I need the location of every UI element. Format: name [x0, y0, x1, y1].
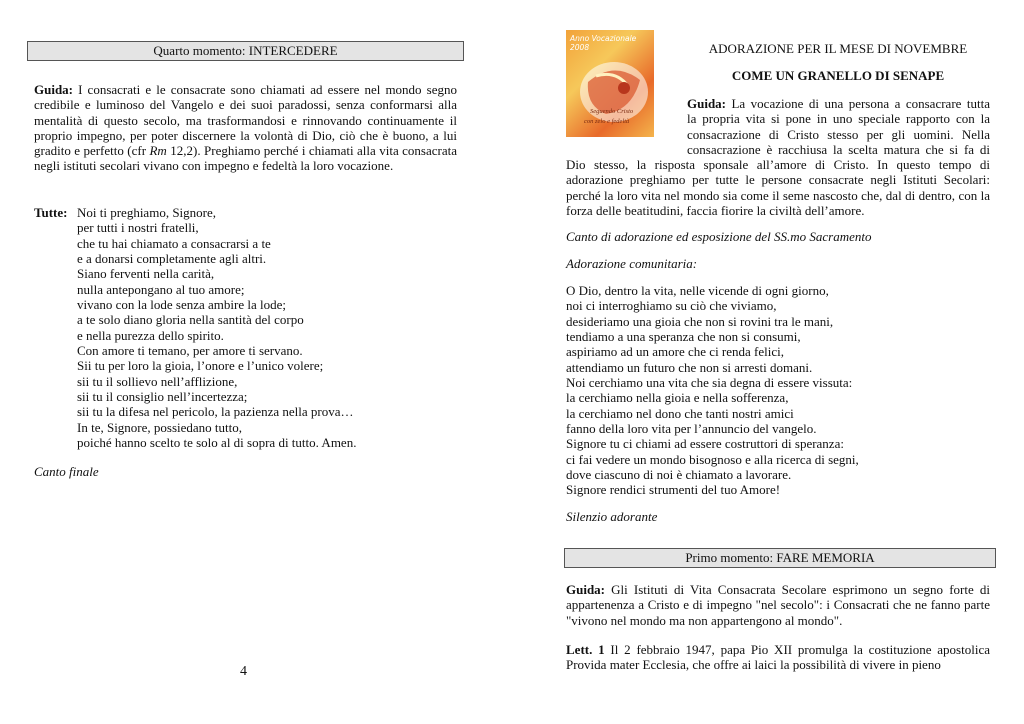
tutte-prayer-line: sii tu la difesa nel pericolo, la pazienza nella prova…	[77, 404, 354, 420]
adoration-title: COME UN GRANELLO DI SENAPE	[731, 68, 945, 83]
adoration-prayer-line: noi ci interroghiamo su ciò che viviamo,	[566, 298, 777, 314]
tutte-prayer-line: e a donarsi completamente agli altri.	[77, 251, 267, 267]
guida-narrow-line-3: consacrazione di Cristo stesso per gli uomini. Nella	[687, 126, 990, 142]
tutte-prayer-line: per tutti i nostri fratelli,	[77, 220, 199, 236]
tutte-label: Tutte:	[34, 205, 68, 220]
adoration-prayer-line: la cerchiamo nel dono che tanti nostri amici	[566, 405, 794, 421]
logo-title: Anno Vocazionale 2008	[570, 34, 637, 52]
adoration-prayer-line: dove ciascuno di noi è chiamato a lavorare.	[566, 467, 792, 483]
logo-motto-2: con zelo e fedeltà	[584, 118, 630, 125]
guida-ref: Rm	[149, 143, 167, 159]
section-title-intercedere: Quarto momento: INTERCEDERE	[27, 41, 464, 61]
guida-narrow-line-4: consacrazione è racchiusa la scelta matura che si fa di	[687, 141, 990, 157]
guida-label-right: Guida:	[687, 96, 727, 111]
lett1-paragraph	[566, 642, 990, 673]
tutte-prayer-line: che tu hai chiamato a consacrarsi a te	[77, 235, 271, 251]
tutte-prayer-line: Siano ferventi nella carità,	[77, 266, 215, 282]
tutte-prayer-line: sii tu il consiglio nell’incertezza;	[77, 389, 248, 405]
section-title-memoria: Primo momento: FARE MEMORIA	[564, 548, 996, 568]
canto-adorazione: Canto di adorazione ed esposizione del SS.mo Sacramento	[566, 229, 872, 244]
adoration-prayer-line: la cerchiamo nella gioia e nella sofferenza,	[566, 390, 789, 406]
guida2-paragraph	[566, 582, 990, 628]
silenzio-adorante: Silenzio adorante	[566, 509, 658, 524]
page-number: 4	[240, 664, 247, 679]
adoration-prayer-line: Signore tu ci chiami ad essere costruttori di speranza:	[566, 436, 844, 452]
canto-finale: Canto finale	[34, 464, 99, 479]
lett1-label: Lett. 1	[566, 642, 605, 657]
adoration-prayer-line: O Dio, dentro la vita, nelle vicende di ogni giorno,	[566, 283, 829, 298]
adoration-prayer	[566, 283, 859, 498]
tutte-prayer-line: nulla antepongano al tuo amore;	[77, 281, 245, 297]
guida-label: Guida:	[34, 82, 74, 97]
tutte-prayer-line: Sii tu per loro la gioia, l’onore e l’unico volere;	[77, 358, 324, 374]
tutte-prayer-line: sii tu il sollievo nell’afflizione,	[77, 373, 238, 389]
lett1-text: Il 2 febbraio 1947, papa Pio XII promulga la costituzione apostolica Provida mater Ecclesia, che offre ai laici la possibilità di vivere in pieno	[566, 642, 990, 673]
guida2-label: Guida:	[566, 582, 606, 597]
tutte-prayer-line: e nella purezza dello spirito.	[77, 327, 224, 343]
logo-motto-1: Seguendo Cristo	[590, 108, 634, 115]
tutte-prayer	[77, 205, 356, 451]
adoration-prayer-line: aspiriamo ad un amore che ci renda felici,	[566, 344, 785, 360]
guida-paragraph	[34, 82, 457, 174]
guida2-text: Gli Istituti di Vita Consacrata Secolare esprimono un segno forte di appartenenza a Cristo e di impegno "nel secolo": i Consacrati che ne fanno parte "vivono nel mondo ma non appartengono al mondo".	[566, 582, 990, 628]
adoration-prayer-line: Signore rendici strumenti del tuo Amore!	[566, 482, 781, 498]
right-page	[566, 0, 990, 724]
adoration-prayer-line: Noi cerchiamo una vita che sia degna di essere vissuta:	[566, 375, 853, 391]
left-page	[34, 0, 457, 724]
adoration-prayer-line: ci fai vedere un mondo bisognoso e alla ricerca di segni,	[566, 451, 859, 467]
adoration-prayer-line: desideriamo una gioia che non si rovini tra le mani,	[566, 313, 834, 329]
adoration-prayer-line: tendiamo a una speranza che non si consumi,	[566, 329, 801, 345]
adoration-prayer-line: fanno della loro vita per l’annuncio del vangelo.	[566, 421, 817, 437]
guida-wide: Dio stesso, la risposta sponsale all’amore di Cristo. In questo tempo di adorazione preghiamo per tutte le persone consacrate negli Istituti Secolari: perché la loro vita nel mondo sia come il seme nascosto che, dal di dentro, con la forza delle beatitudini, faccia fiorire la civiltà dell’amore.	[566, 157, 990, 218]
adoration-prayer-line: attendiamo un futuro che non si arresti domani.	[566, 359, 813, 375]
guida-narrow	[687, 96, 990, 157]
guida-text-before: I consacrati e le consacrate sono chiamati ad essere nel mondo segno credibile e luminoso del Vangelo e dei suoi paradossi, senza conformarsi alla mentalità di questo secolo, ma trasformandosi e rinnovando continuamente il proprio impegno, per poter discernere la volontà di Dio, ciò che è buono, a lui gradito e perfetto (cfr	[34, 82, 457, 159]
tutte-prayer-line: In te, Signore, possiedano tutto,	[77, 419, 243, 435]
guida-text-after: 12,2). Preghiamo perché i chiamati alla vita consacrata negli istituti secolari vivano con impegno e fedeltà la loro vocazione.	[34, 143, 457, 174]
tutte-prayer-line: poiché hanno scelto te solo al di sopra di tutto. Amen.	[77, 435, 357, 451]
tutte-prayer-line: vivano con la lode senza ambire la lode;	[77, 297, 287, 313]
tutte-prayer-line: Noi ti preghiamo, Signore,	[77, 205, 217, 220]
adoration-header: ADORAZIONE PER IL MESE DI NOVEMBRE	[708, 41, 968, 56]
tutte-prayer-line: a te solo diano gloria nella santità del corpo	[77, 312, 304, 328]
guida-narrow-line-2: la propria vita si pone in uno speciale rapporto con la	[687, 111, 990, 127]
guida-narrow-line-1: La vocazione di una persona a consacrare tutta	[726, 96, 990, 111]
adorazione-comunitaria: Adorazione comunitaria:	[566, 256, 698, 271]
tutte-prayer-line: Con amore ti temano, per amore ti servano.	[77, 343, 303, 359]
